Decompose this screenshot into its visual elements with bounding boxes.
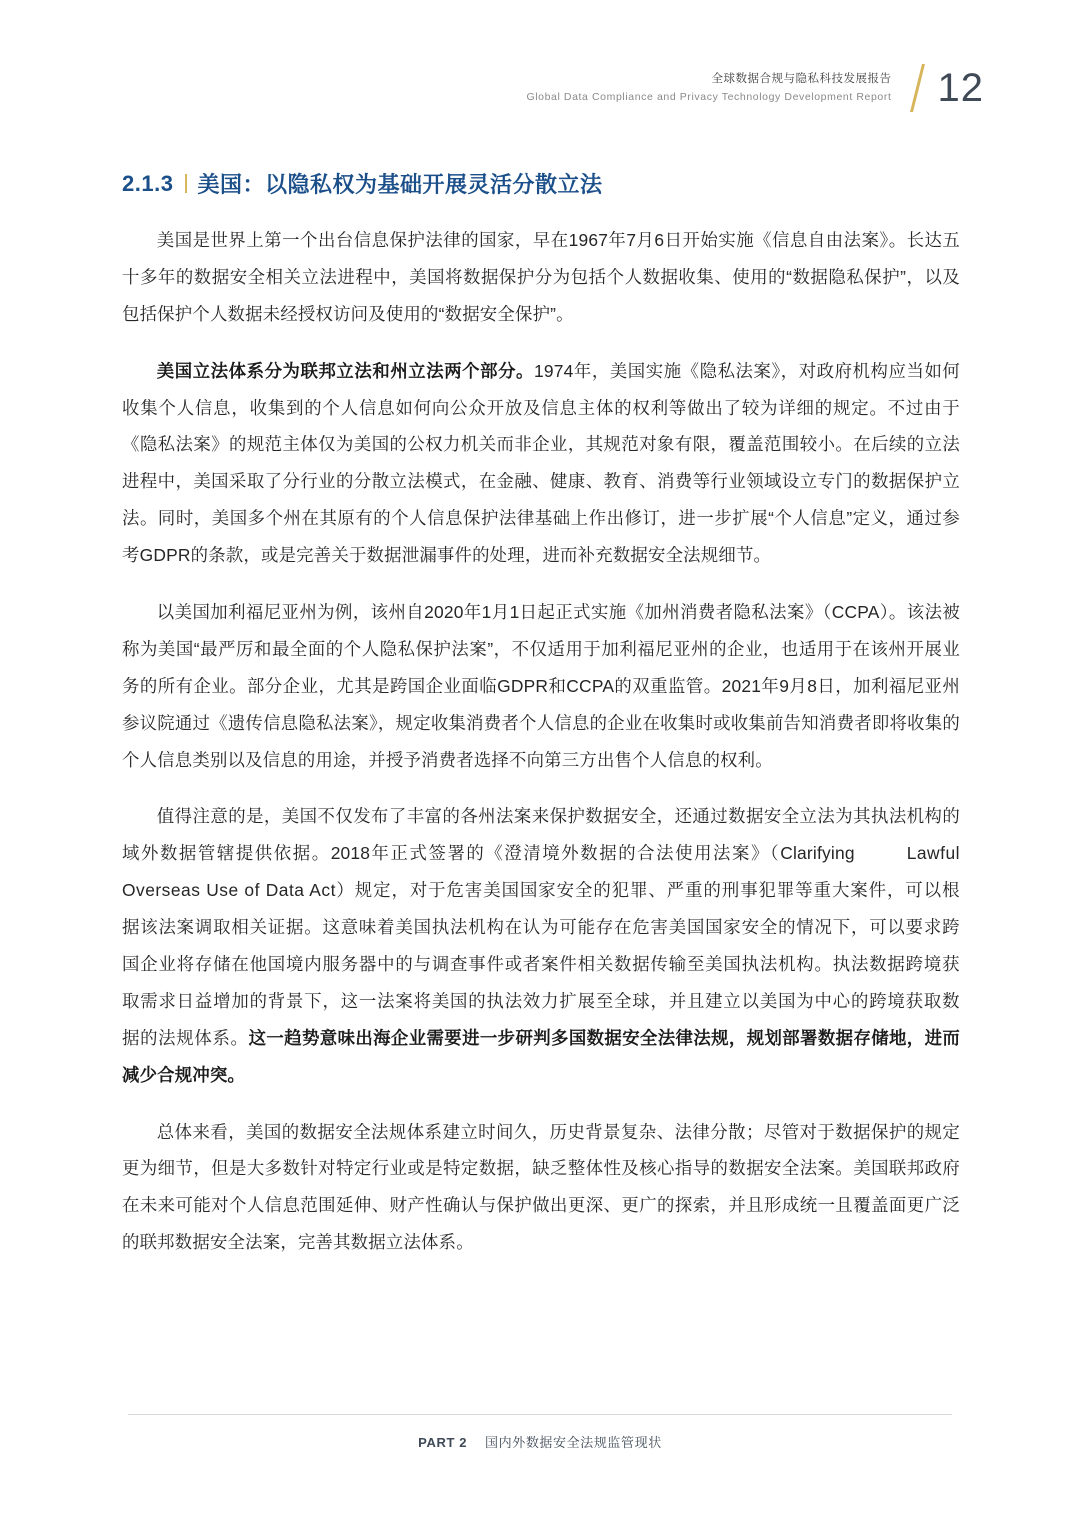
slash-decoration-icon xyxy=(906,62,932,114)
paragraph-4-emphasis: 这一趋势意味出海企业需要进一步研判多国数据安全法律法规，规划部署数据存储地，进而减少合规冲突。 xyxy=(122,1027,960,1085)
report-title-en: Global Data Compliance and Privacy Technology Development Report xyxy=(526,91,892,104)
paragraph-4-part-b: Lawful Overseas Use of Data Act）规定，对于危害美国国家安全的犯罪、严重的刑事犯罪等重大案件，可以根据该法案调取相关证据。这意味着美国执法机构在认为可能存在危害美国国家安全的情况下，可以要求跨国企业将存储在他国境内服务器中的与调查事件或者案件相关数据传输至美国执法机构。执法数据跨境获取需求日益增加的背景下，这一法案将美国的执法效力扩展至全球，并且建立以美国为中心的跨境获取数据的法规体系。 xyxy=(122,843,960,1048)
section-heading xyxy=(122,168,602,199)
header-titles xyxy=(526,71,905,106)
paragraph-3: 以美国加利福尼亚州为例，该州自2020年1月1日起正式实施《加州消费者隐私法案》（CCPA）。该法被称为美国“最严厉和最全面的个人隐私保护法案”，不仅适用于加利福尼亚州的企业，也适用于在该州开展业务的所有企业。部分企业，尤其是跨国企业面临GDPR和CCPA的双重监管。2021年9月8日，加利福尼亚州参议院通过《遗传信息隐私法案》，规定收集消费者个人信息的企业在收集时或收集前告知消费者即将收集的个人信息类别以及信息的用途，并授予消费者选择不向第三方出售个人信息的权利。 xyxy=(122,602,960,770)
paragraph-2-lead: 美国立法体系分为联邦立法和州立法两个部分。 xyxy=(156,360,535,381)
paragraph-4-part-a: 值得注意的是，美国不仅发布了丰富的各州法案来保护数据安全，还通过数据安全立法为其执法机构的域外数据管辖提供依据。2018年正式签署的《澄清境外数据的合法使用法案》（Clarifying xyxy=(122,806,960,864)
footer-part-label: PART 2 xyxy=(418,1435,468,1450)
page-header xyxy=(526,62,984,114)
page-number: 12 xyxy=(937,66,984,110)
section-title: 美国：以隐私权为基础开展灵活分散立法 xyxy=(197,172,603,197)
heading-divider-icon xyxy=(185,174,187,193)
footer-section-label: 国内外数据安全法规监管现状 xyxy=(485,1435,662,1450)
report-title-cn: 全球数据合规与隐私科技发展报告 xyxy=(711,72,892,85)
page-footer xyxy=(0,1432,1080,1451)
paragraph-5: 总体来看，美国的数据安全法规体系建立时间久，历史背景复杂、法律分散；尽管对于数据保护的规定更为细节，但是大多数针对特定行业或是特定数据，缺乏整体性及核心指导的数据安全法案。美国联邦政府在未来可能对个人信息范围延伸、财产性确认与保护做出更深、更广的探索，并且形成统一且覆盖面更广泛的联邦数据安全法案，完善其数据立法体系。 xyxy=(122,1121,960,1253)
paragraph-2 xyxy=(122,353,960,574)
paragraph-2-body: 1974年，美国实施《隐私法案》，对政府机构应当如何收集个人信息，收集到的个人信息如何向公众开放及信息主体的权利等做出了较为详细的规定。不过由于《隐私法案》的规范主体仅为美国的公权力机关而非企业，其规范对象有限，覆盖范围较小。在后续的立法进程中，美国采取了分行业的分散立法模式，在金融、健康、教育、消费等行业领域设立专门的数据保护立法。同时，美国多个州在其原有的个人信息保护法律基础上作出修订，进一步扩展“个人信息”定义，通过参考GDPR的条款，或是完善关于数据泄漏事件的处理，进而补充数据安全法规细节。 xyxy=(122,360,961,566)
section-number: 2.1.3 xyxy=(122,170,174,196)
footer-divider xyxy=(128,1414,952,1415)
paragraph-1: 美国是世界上第一个出台信息保护法律的国家，早在1967年7月6日开始实施《信息自由法案》。长达五十多年的数据安全相关立法进程中，美国将数据保护分为包括个人数据收集、使用的“数据隐私保护”，以及包括保护个人数据未经授权访问及使用的“数据安全保护”。 xyxy=(122,230,960,324)
body-content xyxy=(122,222,960,1281)
paragraph-4 xyxy=(122,798,960,1093)
